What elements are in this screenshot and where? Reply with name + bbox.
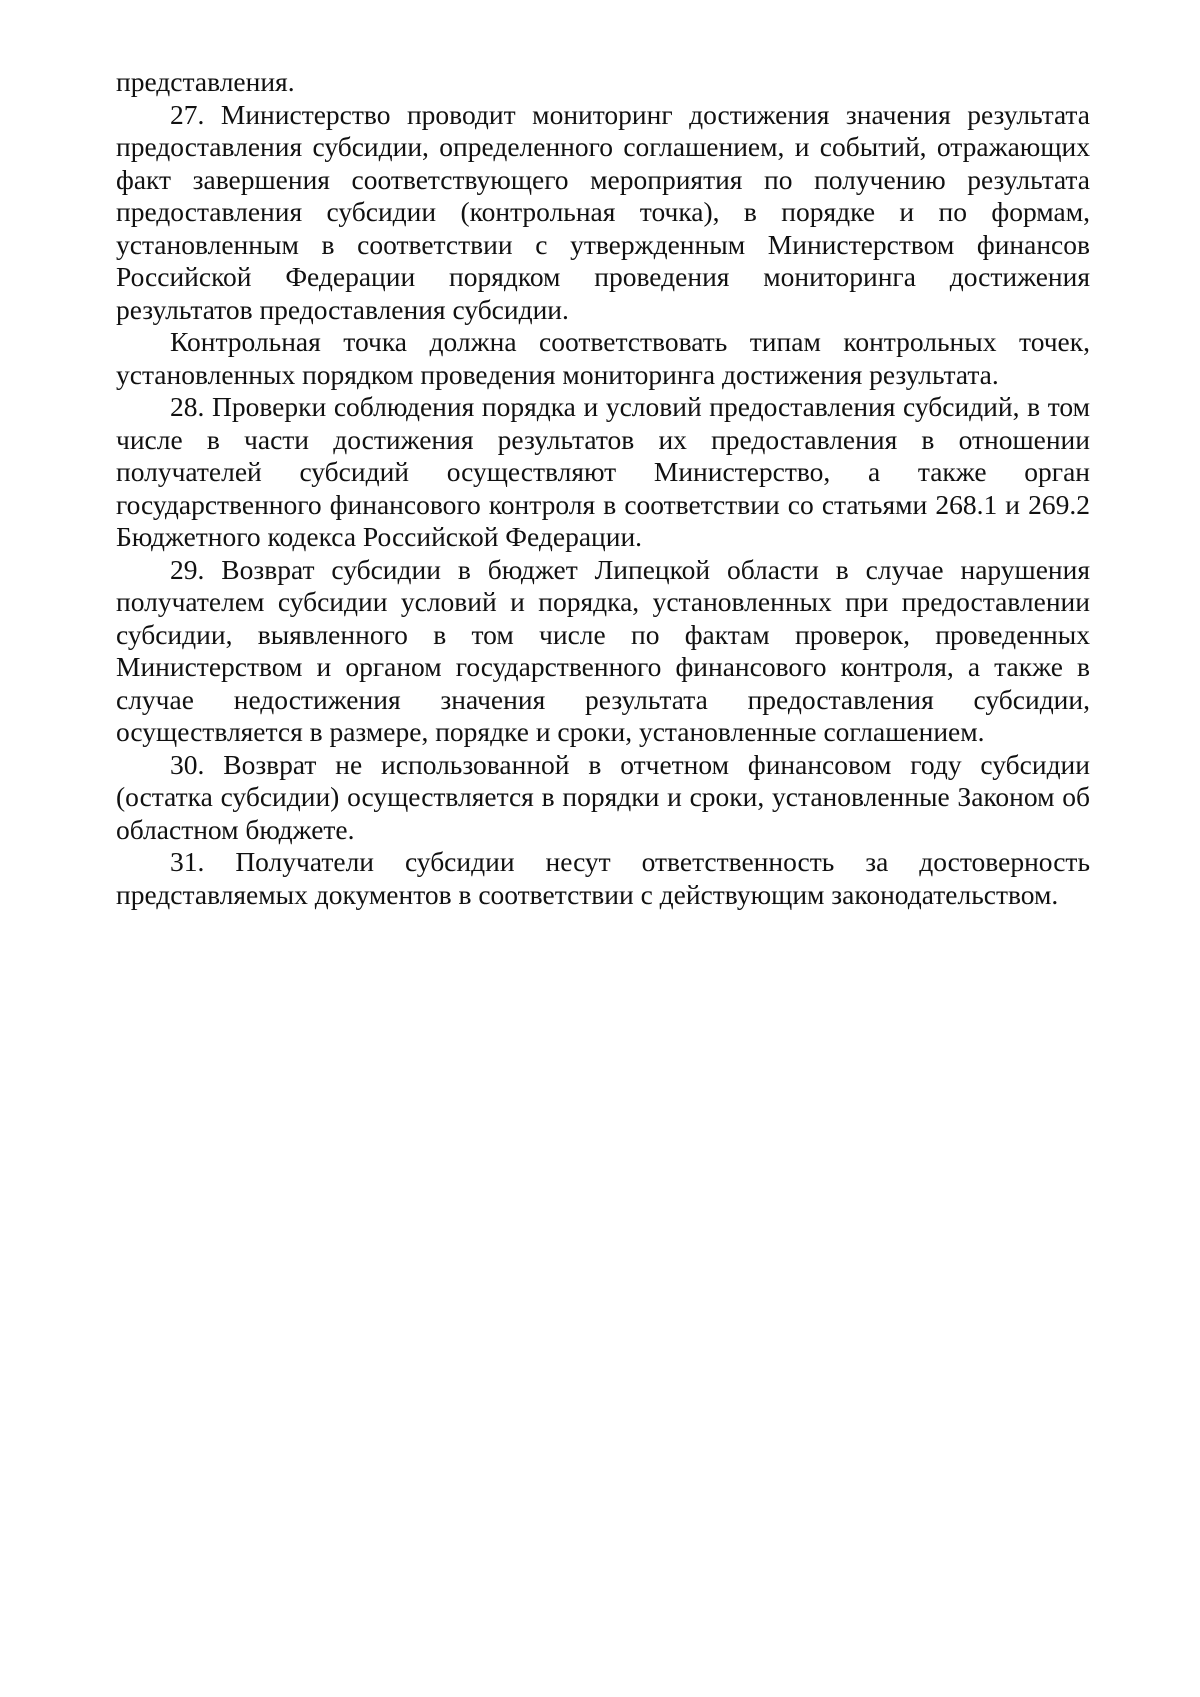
paragraph-27: 27. Министерство проводит мониторинг достижения значения результата предоставления субсидии, определенного соглашением, и событий, отражающих факт завершения соответствующего мероприятия по получению результата предоставления субсидии (контрольная точка), в порядке и по формам, установленным в соответствии с утвержденным Министерством финансов Российской Федерации порядком проведения мониторинга достижения результатов предоставления субсидии. (116, 98, 1090, 325)
paragraph-29: 29. Возврат субсидии в бюджет Липецкой области в случае нарушения получателем субсидии условий и порядка, установленных при предоставлении субсидии, выявленного в том числе по фактам проверок, проведенных Министерством и органом государственного финансового контроля, а также в случае недостижения значения результата предоставления субсидии, осуществляется в размере, порядке и сроки, установленные соглашением. (116, 553, 1090, 747)
paragraph-28: 28. Проверки соблюдения порядка и условий предоставления субсидий, в том числе в части достижения результатов их предоставления в отношении получателей субсидий осуществляют Министерство, а также орган государственного финансового контроля в соответствии со статьями 268.1 и 269.2 Бюджетного кодекса Российской Федерации. (116, 391, 1090, 552)
paragraph-30: 30. Возврат не использованной в отчетном финансовом году субсидии (остатка субсидии) осуществляется в порядки и сроки, установленные Законом об областном бюджете. (116, 748, 1090, 845)
paragraph-continuation: представления. (116, 66, 295, 97)
document-page (116, 66, 1090, 911)
paragraph-control-point: Контрольная точка должна соответствовать типам контрольных точек, установленных порядком проведения мониторинга достижения результата. (116, 326, 1090, 390)
paragraph-31: 31. Получатели субсидии несут ответственность за достоверность представляемых документов в соответствии с действующим законодательством. (116, 846, 1090, 910)
